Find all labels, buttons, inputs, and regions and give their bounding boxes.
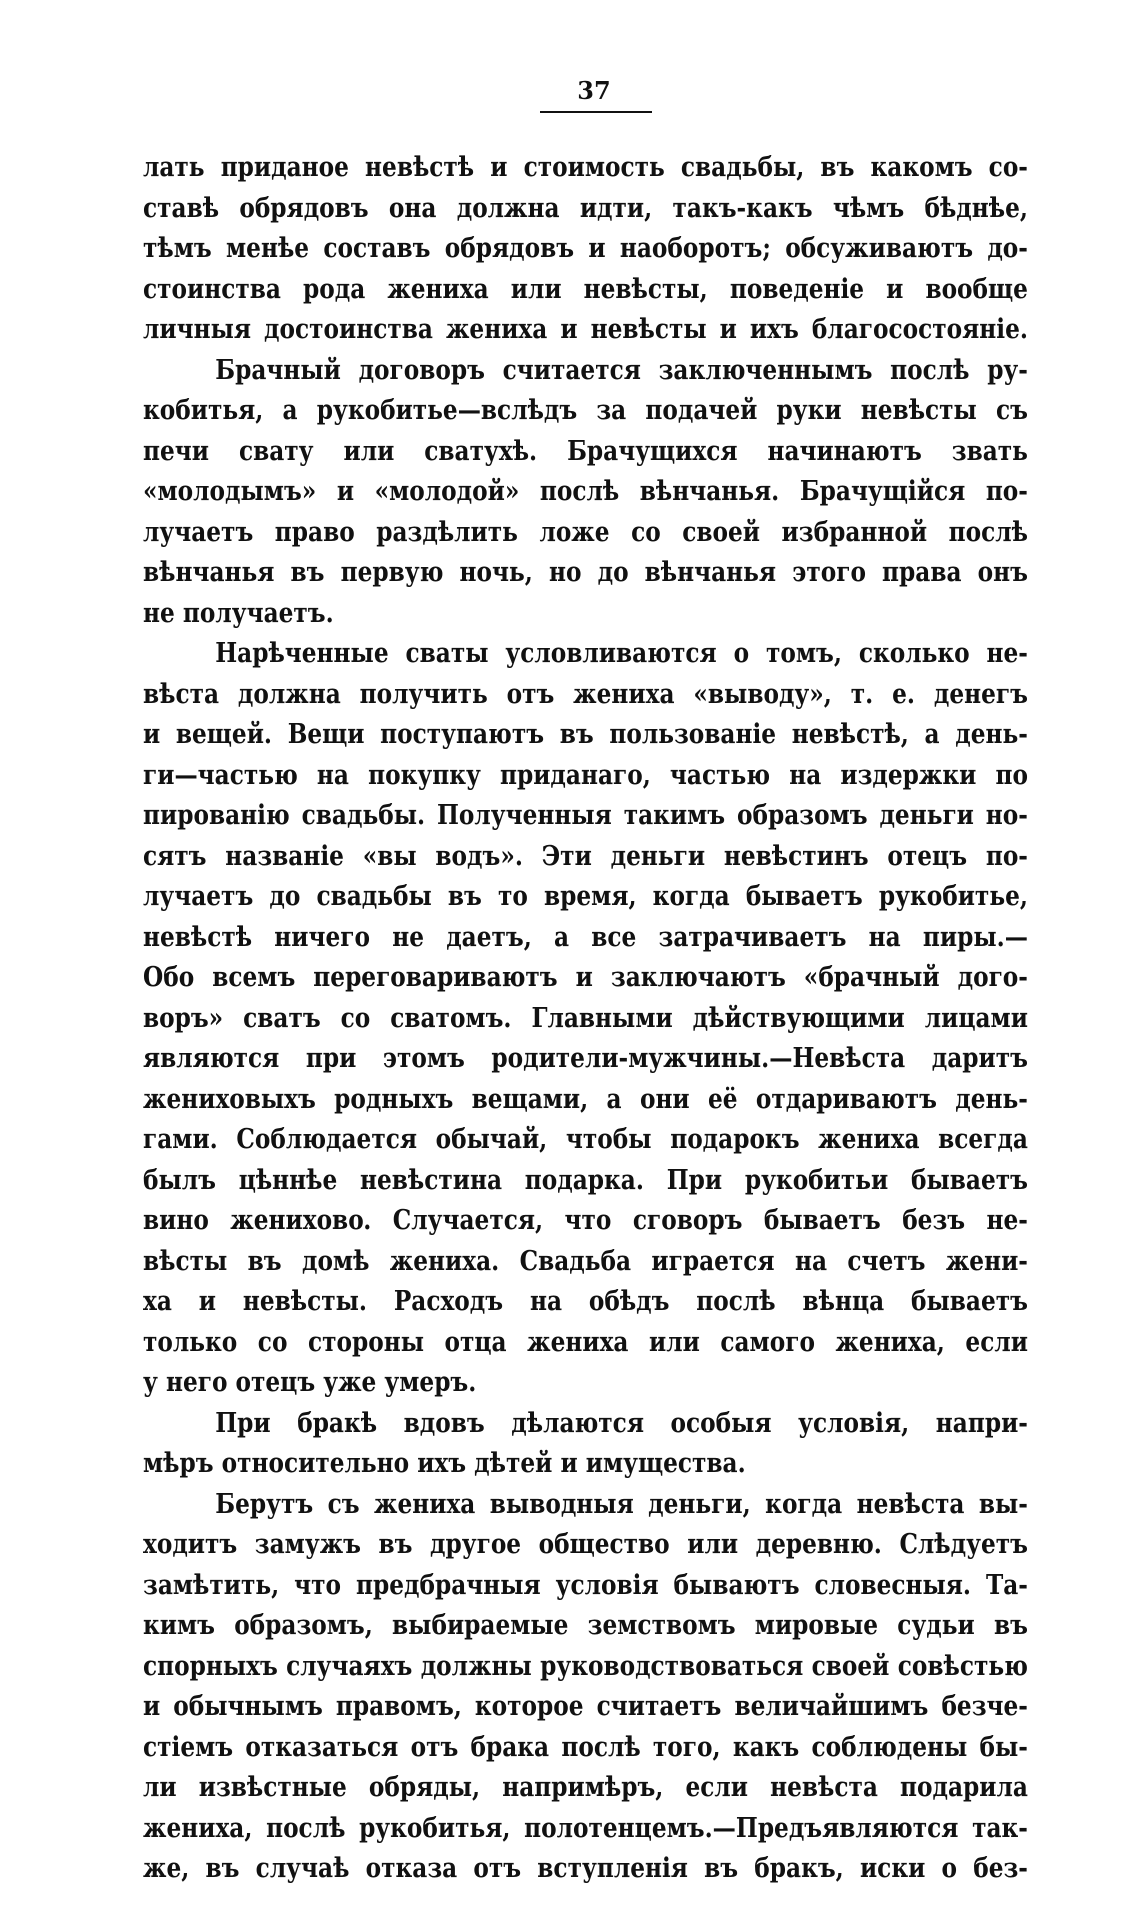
text-line: ходитъ замужъ въ другое общество или деревню. Слѣдуетъ (143, 1529, 1028, 1560)
text-line: невѣстѣ ничего не даетъ, а все затрачиваетъ на пиры.— (143, 921, 1028, 953)
text-line: только со стороны отца жениха или самого жениха, если (143, 1326, 1028, 1358)
text-line: вѣсты въ домѣ жениха. Свадьба играется на счетъ жени- (143, 1245, 1028, 1277)
text-line: кимъ образомъ, выбираемые земствомъ мировые судьи въ (143, 1610, 1028, 1641)
body-text (143, 148, 1028, 1890)
header-rule (540, 111, 652, 113)
text-line: не получаетъ. (143, 597, 334, 629)
text-line: стоинства рода жениха или невѣсты, поведеніе и вообще (143, 273, 1028, 305)
text-line: ха и невѣсты. Расходъ на обѣдъ послѣ вѣнца бываетъ (143, 1286, 1028, 1317)
text-line: замѣтить, что предбрачныя условія бываютъ словесныя. Та- (143, 1569, 1028, 1601)
text-line: былъ цѣннѣе невѣстина подарка. При рукобитьи бываетъ (143, 1164, 1028, 1196)
text-line: воръ» сватъ со сватомъ. Главными дѣйствующими лицами (143, 1002, 1028, 1034)
page-number: 37 (577, 76, 611, 105)
text-line: кобитья, а рукобитье—вслѣдъ за подачей руки невѣсты съ (143, 395, 1028, 426)
text-line: лать приданое невѣстѣ и стоимость свадьбы, въ какомъ со- (143, 152, 1028, 183)
text-line: являются при этомъ родители-мужчины.—Невѣста даритъ (143, 1043, 1028, 1074)
text-line: гами. Соблюдается обычай, чтобы подарокъ жениха всегда (143, 1124, 1028, 1155)
text-line: Обо всемъ переговариваютъ и заключаютъ «брачный дого- (143, 962, 1028, 993)
text-line: Берутъ съ жениха выводныя деньги, когда невѣста вы- (215, 1488, 1028, 1520)
text-line: жениха, послѣ рукобитья, полотенцемъ.—Предъявляются так- (143, 1812, 1028, 1844)
text-line: лучаетъ право раздѣлить ложе со своей избранной послѣ (143, 516, 1028, 548)
text-line: же, въ случаѣ отказа отъ вступленія въ бракъ, иски о без- (143, 1853, 1028, 1884)
text-line: стіемъ отказаться отъ брака послѣ того, какъ соблюдены бы- (143, 1731, 1028, 1763)
text-line: мѣръ относительно ихъ дѣтей и имущества. (143, 1448, 746, 1479)
text-line: Нарѣченные сваты условливаются о томъ, сколько не- (215, 638, 1028, 669)
text-line: вѣнчанья въ первую ночь, но до вѣнчанья этого права онъ (143, 557, 1028, 588)
text-line: «молодымъ» и «молодой» послѣ вѣнчанья. Брачущійся по- (143, 476, 1028, 507)
text-line: лучаетъ до свадьбы въ то время, когда бываетъ рукобитье, (143, 881, 1028, 912)
text-line: вѣста должна получить отъ жениха «выводу», т. е. денегъ (143, 678, 1028, 710)
text-line: у него отецъ уже умеръ. (143, 1367, 477, 1398)
text-line: сятъ названіе «вы водъ». Эти деньги невѣстинъ отецъ по- (143, 840, 1028, 872)
text-line: Брачный договоръ считается заключеннымъ послѣ ру- (215, 354, 1028, 386)
text-line: При бракѣ вдовъ дѣлаются особыя условія, напри- (215, 1407, 1028, 1439)
text-line: личныя достоинства жениха и невѣсты и ихъ благосостояніе. (143, 314, 1028, 345)
text-line: ставѣ обрядовъ она должна идти, такъ-какъ чѣмъ бѣднѣе, (143, 192, 1028, 224)
text-line: ли извѣстные обряды, напримѣръ, если невѣста подарила (143, 1772, 1028, 1803)
text-line: вино жениховo. Случается, что сговоръ бываетъ безъ не- (143, 1205, 1028, 1236)
text-line: спорныхъ случаяхъ должны руководствоваться своей совѣстью (143, 1650, 1028, 1682)
text-line: и вещей. Вещи поступаютъ въ пользованіе невѣстѣ, а день- (143, 719, 1028, 750)
text-line: ги—частью на покупку приданаго, частью на издержки по (143, 759, 1028, 791)
text-line: пированію свадьбы. Полученныя такимъ образомъ деньги но- (143, 800, 1028, 831)
text-line: жениховыхъ родныхъ вещами, а они её отдариваютъ день- (143, 1083, 1028, 1115)
text-line: и обычнымъ правомъ, которое считаетъ величайшимъ безче- (143, 1691, 1028, 1722)
text-line: печи свату или сватухѣ. Брачущихся начинаютъ звать (143, 435, 1028, 467)
text-line: тѣмъ менѣе составъ обрядовъ и наоборотъ; обсуживаютъ до- (143, 233, 1028, 264)
